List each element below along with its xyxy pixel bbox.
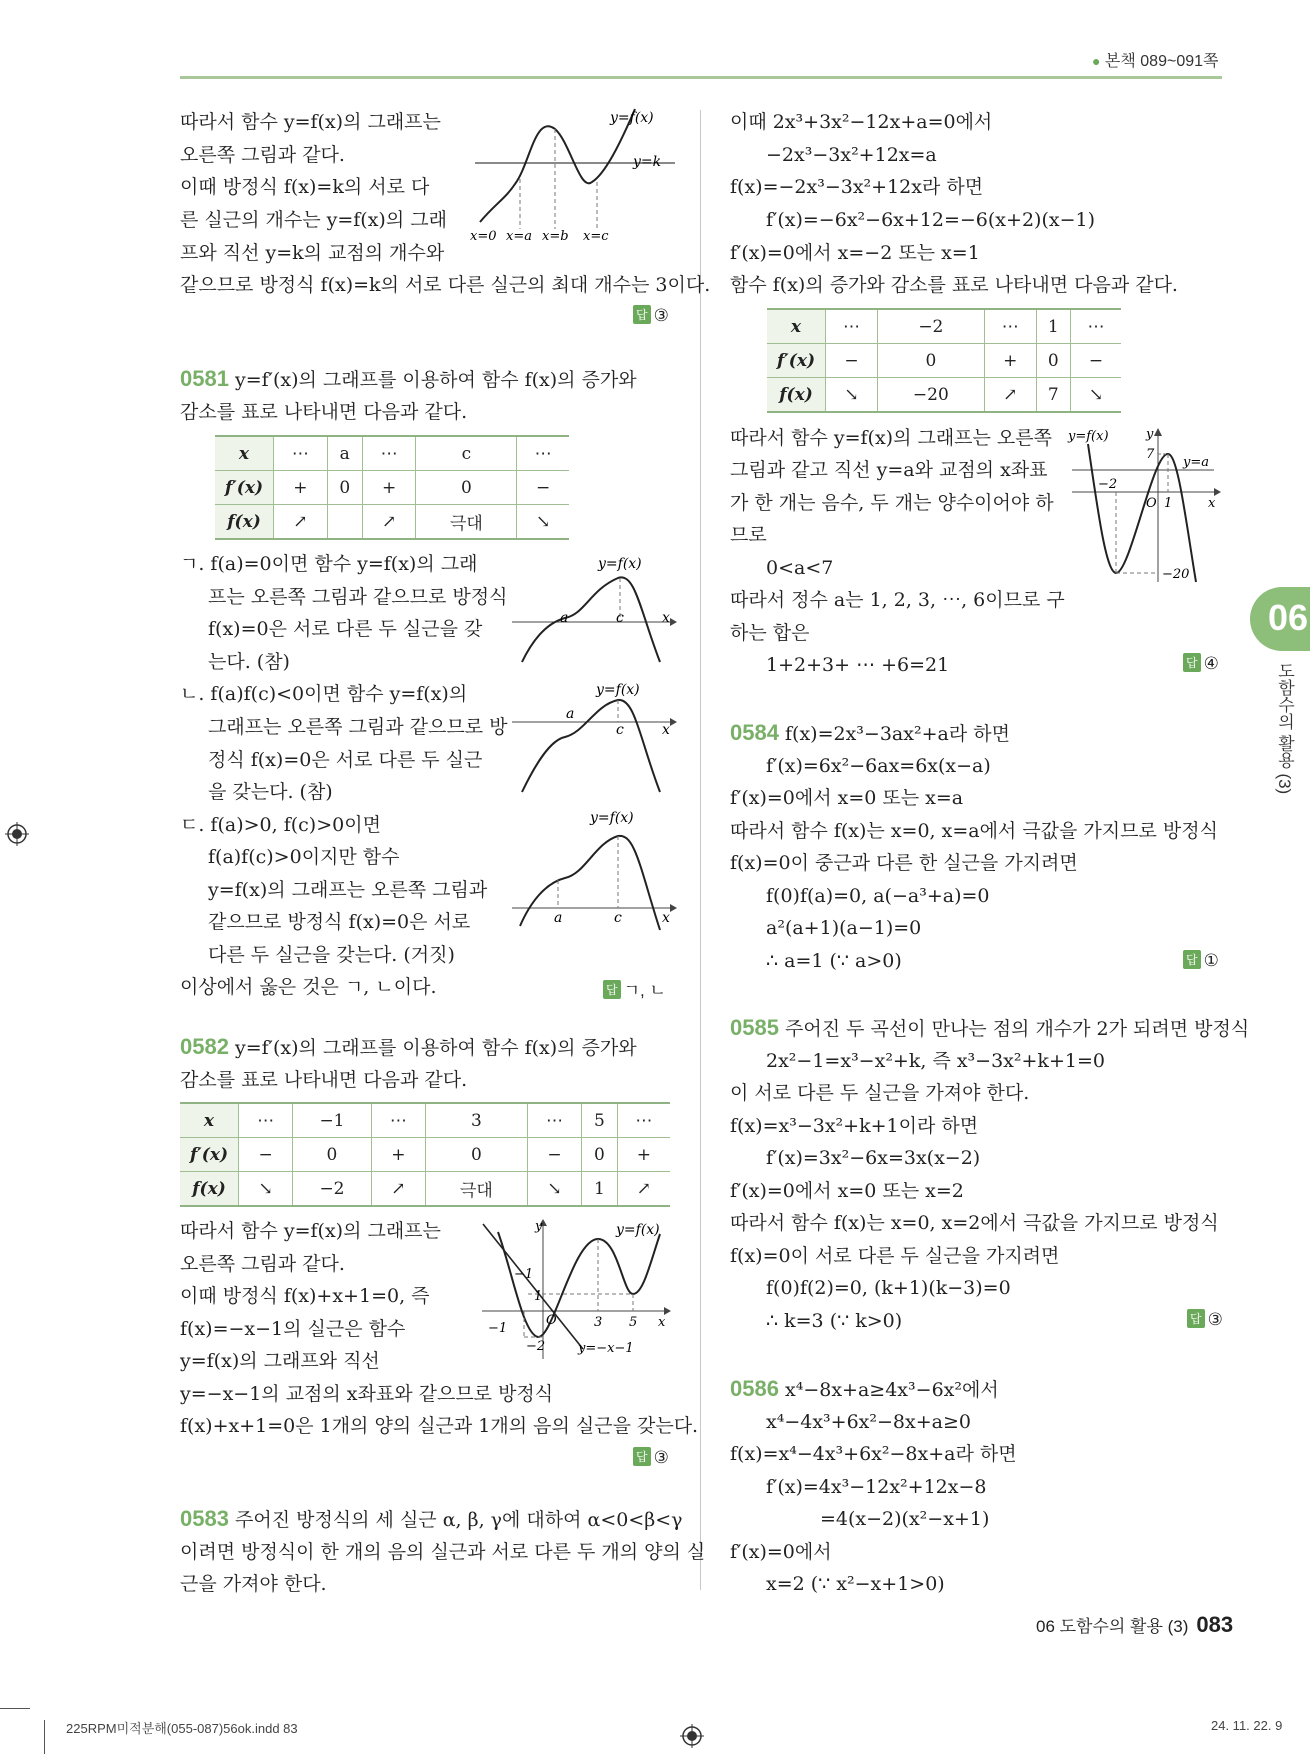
text-line: 따라서 함수 f(x)는 x=0, x=2에서 극값을 가지므로 방정식 xyxy=(730,1212,1219,1234)
text-line: 이상에서 옳은 것은 ㄱ, ㄴ이다. xyxy=(180,976,437,998)
text-line: ∴ k=3 (∵ k>0) xyxy=(766,1310,903,1332)
label-c: c xyxy=(616,610,624,626)
intro-graph xyxy=(470,104,680,254)
text-line: 오른쪽 그림과 같다. xyxy=(180,1253,345,1275)
text-line: 2x²−1=x³−x²+k, 즉 x³−3x²+k+1=0 xyxy=(766,1050,1105,1072)
text-line: 정식 f(x)=0은 서로 다른 두 실근 xyxy=(208,749,483,771)
curve xyxy=(522,700,660,792)
label-m2: −2 xyxy=(526,1339,546,1354)
label-fx: y=f(x) xyxy=(596,682,640,698)
chapter-tab: 06 xyxy=(1250,587,1310,651)
label-fx: y=f(x) xyxy=(598,556,642,572)
item-digeut: ㄷ. f(a)>0, f(c)>0이면 xyxy=(180,814,381,836)
text-line: 따라서 함수 y=f(x)의 그래프는 오른쪽 xyxy=(730,427,1052,449)
text-line: 감소를 표로 나타내면 다음과 같다. xyxy=(180,401,468,423)
curve-fx xyxy=(1088,444,1196,582)
table-0581 xyxy=(215,435,569,540)
text-line: f′(x)=0에서 x=0 또는 x=a xyxy=(730,787,964,809)
label-fx: y=f(x) xyxy=(616,1222,660,1238)
curve xyxy=(520,836,660,930)
page-footer: 06 도함수의 활용 (3) 083 xyxy=(1036,1612,1234,1637)
header-rule xyxy=(180,76,1222,79)
text-line: ∴ a=1 (∵ a>0) xyxy=(766,950,902,972)
text-line: 른 실근의 개수는 y=f(x)의 그래 xyxy=(180,209,447,231)
label-x0: x=0 xyxy=(470,229,497,244)
label-xc: x=c xyxy=(583,229,609,244)
label-1: 1 xyxy=(1164,496,1173,511)
text-line: f′(x)=6x²−6ax=6x(x−a) xyxy=(766,755,991,777)
text-line: x=2 (∵ x²−x+1>0) xyxy=(766,1573,945,1595)
text-line: 이때 방정식 f(x)+x+1=0, 즉 xyxy=(180,1285,430,1307)
label-a: a xyxy=(560,610,569,626)
crop-mark xyxy=(0,1708,30,1709)
text-line: f(x)=0이 중근과 다른 한 실근을 가지려면 xyxy=(730,852,1078,874)
text-line: f(x)+x+1=0은 1개의 양의 실근과 1개의 음의 실근을 갖는다. xyxy=(180,1415,699,1437)
chapter-side-title: 도함수의 활용 (3) xyxy=(1275,662,1294,795)
text-line: 따라서 함수 f(x)는 x=0, x=a에서 극값을 가지므로 방정식 xyxy=(730,820,1218,842)
label-fx: y=f(x) xyxy=(610,110,654,126)
text-line: 따라서 함수 y=f(x)의 그래프는 xyxy=(180,111,441,133)
text-line: f′(x)=3x²−6x=3x(x−2) xyxy=(766,1147,981,1169)
y-axis-arrow xyxy=(1154,428,1162,436)
text-line: 가 한 개는 음수, 두 개는 양수이어야 하 xyxy=(730,492,1054,514)
text-line: f(0)f(a)=0, a(−a³+a)=0 xyxy=(766,885,990,907)
item-nieun: ㄴ. f(a)f(c)<0이면 함수 y=f(x)의 xyxy=(180,683,468,705)
table-row: f′(x) + 0 + 0 − xyxy=(215,471,569,505)
text-line: 같으므로 방정식 f(x)=k의 서로 다른 실근의 최대 개수는 3이다. xyxy=(180,274,711,296)
print-date: 24. 11. 22. 9 xyxy=(1211,1718,1283,1733)
text-line: f(x)=−2x³−3x²+12x라 하면 xyxy=(730,176,984,198)
label-m2: −2 xyxy=(1098,477,1118,492)
page-number: 083 xyxy=(1196,1612,1234,1637)
text-line: 이때 방정식 f(x)=k의 서로 다 xyxy=(180,176,430,198)
label-1: 1 xyxy=(534,1289,543,1304)
graph-giyeok xyxy=(510,550,678,665)
label-a: a xyxy=(554,910,563,926)
text-line: 같으므로 방정식 f(x)=0은 서로 xyxy=(208,911,471,933)
text-line: 을 갖는다. (참) xyxy=(208,781,333,803)
graph-digeut xyxy=(510,808,678,933)
label-5: 5 xyxy=(629,1315,638,1330)
label-x: x xyxy=(662,722,670,738)
curve xyxy=(522,577,660,662)
text-line: f(0)f(2)=0, (k+1)(k−3)=0 xyxy=(766,1277,1011,1299)
answer: 답 ④ xyxy=(1183,653,1219,674)
text-line: 따라서 정수 a는 1, 2, 3, ⋯, 6이므로 구 xyxy=(730,589,1065,611)
table-row: x ⋯ −2 ⋯ 1 ⋯ xyxy=(767,309,1121,344)
text-line: f(a)f(c)>0이지만 함수 xyxy=(208,846,400,868)
text-line: 프는 오른쪽 그림과 같으므로 방정식 xyxy=(208,586,508,608)
graph-0582 xyxy=(478,1214,678,1364)
label-O: O xyxy=(546,1313,557,1328)
text-line: 하는 합은 xyxy=(730,622,810,644)
label-c: c xyxy=(614,910,622,926)
text-line: 근을 가져야 한다. xyxy=(180,1573,327,1595)
label-line: y=−x−1 xyxy=(578,1341,634,1356)
x-axis-arrow xyxy=(670,718,677,726)
answer: 답 ㄱ, ㄴ xyxy=(603,976,666,1001)
graph-0583 xyxy=(1068,422,1228,587)
table-row: f′(x) − 0 + 0 − 0 + xyxy=(180,1138,670,1172)
text-line: 따라서 함수 y=f(x)의 그래프는 xyxy=(180,1220,441,1242)
text-line: 그림과 같고 직선 y=a와 교점의 x좌표 xyxy=(730,459,1048,481)
label-m1-x: −1 xyxy=(488,1321,508,1336)
label-fx: y=f(x) xyxy=(590,810,634,826)
label-y: y xyxy=(535,1219,543,1234)
text-line: 이 서로 다른 두 실근을 가져야 한다. xyxy=(730,1082,1030,1104)
text-line: 그래프는 오른쪽 그림과 같으므로 방 xyxy=(208,716,508,738)
text-line: 다른 두 실근을 갖는다. (거짓) xyxy=(208,944,455,966)
text-line: f(x)=x⁴−4x³+6x²−8x+a라 하면 xyxy=(730,1443,1017,1465)
text-line: 므로 xyxy=(730,524,767,546)
table-0583 xyxy=(767,308,1121,413)
label-xa: x=a xyxy=(506,229,532,244)
text-line: f′(x)=−6x²−6x+12=−6(x+2)(x−1) xyxy=(766,209,1095,231)
text-line: f(x)=0은 서로 다른 두 실근을 갖 xyxy=(208,618,483,640)
label-y: y xyxy=(1146,427,1154,442)
text-line: 이때 2x³+3x²−12x+a=0에서 xyxy=(730,111,993,133)
answer: 답 ③ xyxy=(633,1447,669,1468)
answer: 답 ③ xyxy=(1187,1309,1223,1330)
text-line: =4(x−2)(x²−x+1) xyxy=(820,1508,990,1530)
table-row: f(x) ↗ ↗ 극대 ↘ xyxy=(215,505,569,540)
label-xb: x=b xyxy=(542,229,569,244)
text-line: −2x³−3x²+12x=a xyxy=(766,144,937,166)
text-line: y=f(x)의 그래프는 오른쪽 그림과 xyxy=(208,879,488,901)
label-k: y=k xyxy=(633,154,662,170)
x-axis-arrow xyxy=(670,618,677,626)
x-axis-arrow xyxy=(664,1307,671,1315)
text-line: a²(a+1)(a−1)=0 xyxy=(766,917,922,939)
label-c: c xyxy=(616,722,624,738)
text-line: f′(x)=4x³−12x²+12x−8 xyxy=(766,1476,987,1498)
item-giyeok: ㄱ. f(a)=0이면 함수 y=f(x)의 그래 xyxy=(180,553,478,575)
print-file-info: 225RPM미적분해(055-087)56ok.indd 83 xyxy=(66,1721,298,1736)
text-line: 함수 f(x)의 증가와 감소를 표로 나타내면 다음과 같다. xyxy=(730,274,1178,296)
label-x: x xyxy=(662,610,670,626)
problem-0581: 0581 y=f′(x)의 그래프를 이용하여 함수 f(x)의 증가와 xyxy=(180,366,637,391)
text-line: f′(x)=0에서 x=−2 또는 x=1 xyxy=(730,242,980,264)
label-O: O xyxy=(1146,496,1157,511)
book-reference: ● 본책 089~091쪽 xyxy=(1092,53,1219,70)
column-divider xyxy=(700,110,701,1590)
text-line: 는다. (참) xyxy=(208,651,290,673)
label-x: x xyxy=(658,1315,666,1330)
label-x: x xyxy=(662,910,670,926)
label-fx: y=f(x) xyxy=(1068,429,1109,444)
problem-0584: 0584 f(x)=2x³−3ax²+a라 하면 xyxy=(730,720,1010,745)
label-3: 3 xyxy=(594,1315,603,1330)
text-line: 1+2+3+ ⋯ +6=21 xyxy=(766,654,950,676)
answer: 답 ③ xyxy=(633,305,669,326)
label-a: a xyxy=(566,706,575,722)
problem-0583: 0583 주어진 방정식의 세 실근 α, β, γ에 대하여 α<0<β<γ xyxy=(180,1506,683,1531)
text-line: 프와 직선 y=k의 교점의 개수와 xyxy=(180,242,445,264)
problem-0586: 0586 x⁴−8x+a≥4x³−6x²에서 xyxy=(730,1376,999,1401)
text-line: 이려면 방정식이 한 개의 음의 실근과 서로 다른 두 개의 양의 실 xyxy=(180,1541,706,1563)
table-row: x ⋯ a ⋯ c ⋯ xyxy=(215,436,569,471)
table-row: x ⋯ −1 ⋯ 3 ⋯ 5 ⋯ xyxy=(180,1103,670,1138)
registration-mark-icon xyxy=(680,1724,704,1748)
label-x: x xyxy=(1208,496,1216,511)
graph-nieun xyxy=(510,680,678,795)
answer: 답 ① xyxy=(1183,950,1219,971)
label-ya: y=a xyxy=(1183,455,1209,470)
text-line: 오른쪽 그림과 같다. xyxy=(180,144,345,166)
text-line: f(x)=−x−1의 실근은 함수 xyxy=(180,1318,406,1340)
label-m20: −20 xyxy=(1162,567,1190,582)
text-line: f(x)=0이 서로 다른 두 실근을 가지려면 xyxy=(730,1245,1060,1267)
table-0582 xyxy=(180,1102,670,1207)
text-line: f(x)=x³−3x²+k+1이라 하면 xyxy=(730,1115,979,1137)
text-line: y=−x−1의 교점의 x좌표와 같으므로 방정식 xyxy=(180,1383,554,1405)
text-line: 감소를 표로 나타내면 다음과 같다. xyxy=(180,1069,468,1091)
registration-mark-icon xyxy=(5,822,29,846)
label-m1-y: −1 xyxy=(514,1267,534,1282)
text-line: f′(x)=0에서 x=0 또는 x=2 xyxy=(730,1180,964,1202)
text-line: 0<a<7 xyxy=(766,557,834,579)
x-axis-arrow xyxy=(1214,488,1221,496)
table-row: f′(x) − 0 + 0 − xyxy=(767,344,1121,378)
problem-0582: 0582 y=f′(x)의 그래프를 이용하여 함수 f(x)의 증가와 xyxy=(180,1034,637,1059)
crop-mark xyxy=(44,1720,45,1754)
table-row: f(x) ↘ −2 ↗ 극대 ↘ 1 ↗ xyxy=(180,1172,670,1207)
text-line: f′(x)=0에서 xyxy=(730,1541,832,1563)
table-row: f(x) ↘ −20 ↗ 7 ↘ xyxy=(767,378,1121,413)
text-line: y=f(x)의 그래프와 직선 xyxy=(180,1350,380,1372)
label-7: 7 xyxy=(1146,447,1155,462)
problem-0585: 0585 주어진 두 곡선이 만나는 점의 개수가 2가 되려면 방정식 xyxy=(730,1015,1250,1040)
text-line: x⁴−4x³+6x²−8x+a≥0 xyxy=(766,1411,971,1433)
x-axis-arrow xyxy=(670,904,677,912)
